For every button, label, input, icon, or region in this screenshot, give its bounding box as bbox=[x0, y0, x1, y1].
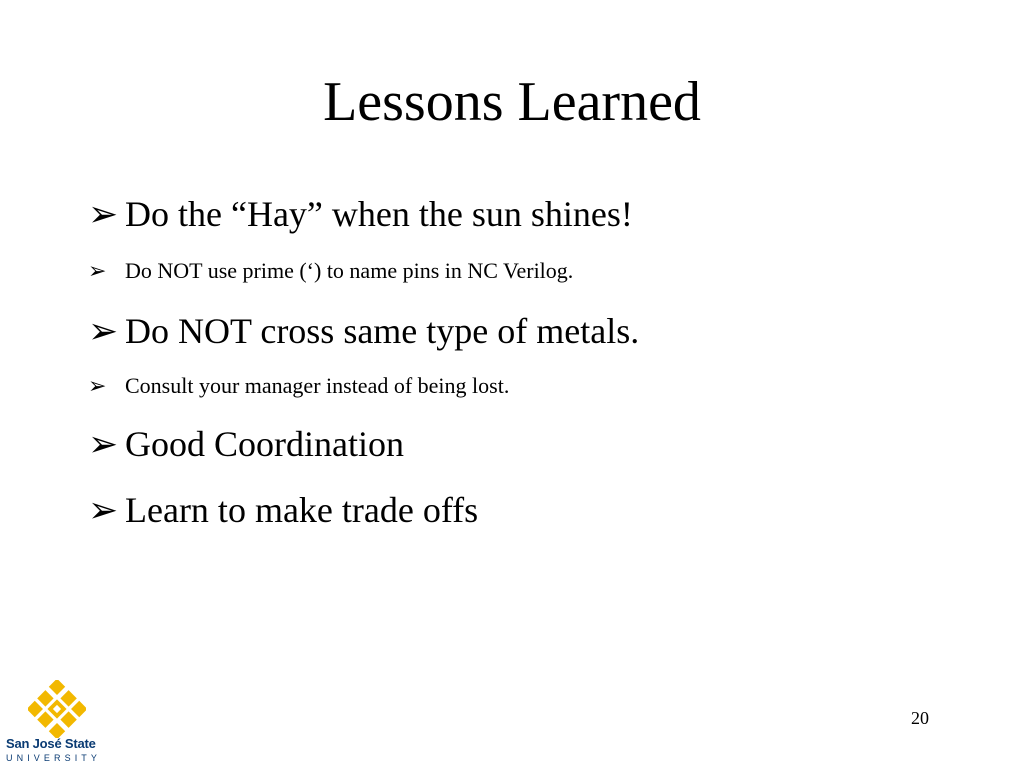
university-logo bbox=[6, 680, 106, 766]
bullet-item bbox=[88, 486, 478, 534]
bullet-text: Consult your manager instead of being lost. bbox=[125, 373, 510, 398]
bullet-text: Learn to make trade offs bbox=[125, 490, 479, 530]
bullet-text: Good Coordination bbox=[125, 424, 404, 464]
logo-name: San José State bbox=[6, 736, 96, 751]
sjsu-seal-icon bbox=[28, 680, 86, 738]
bullet-item bbox=[88, 420, 404, 468]
arrow-bullet-icon: ➢ bbox=[88, 258, 107, 283]
page-number: 20 bbox=[911, 708, 929, 728]
bullet-item bbox=[88, 307, 639, 355]
bullet-item bbox=[88, 255, 573, 287]
bullet-item bbox=[88, 370, 509, 402]
logo-subtitle: UNIVERSITY bbox=[6, 753, 102, 763]
arrow-bullet-icon: ➢ bbox=[88, 490, 119, 530]
arrow-bullet-icon: ➢ bbox=[88, 424, 119, 464]
bullet-text: Do the “Hay” when the sun shines! bbox=[125, 194, 633, 234]
bullet-text: Do NOT use prime (‘) to name pins in NC Verilog. bbox=[125, 258, 574, 283]
bullet-text: Do NOT cross same type of metals. bbox=[125, 311, 640, 351]
arrow-bullet-icon: ➢ bbox=[88, 194, 119, 234]
arrow-bullet-icon: ➢ bbox=[88, 373, 107, 398]
arrow-bullet-icon: ➢ bbox=[88, 311, 119, 351]
slide-title: Lessons Learned bbox=[323, 71, 701, 133]
bullet-item bbox=[88, 190, 633, 238]
